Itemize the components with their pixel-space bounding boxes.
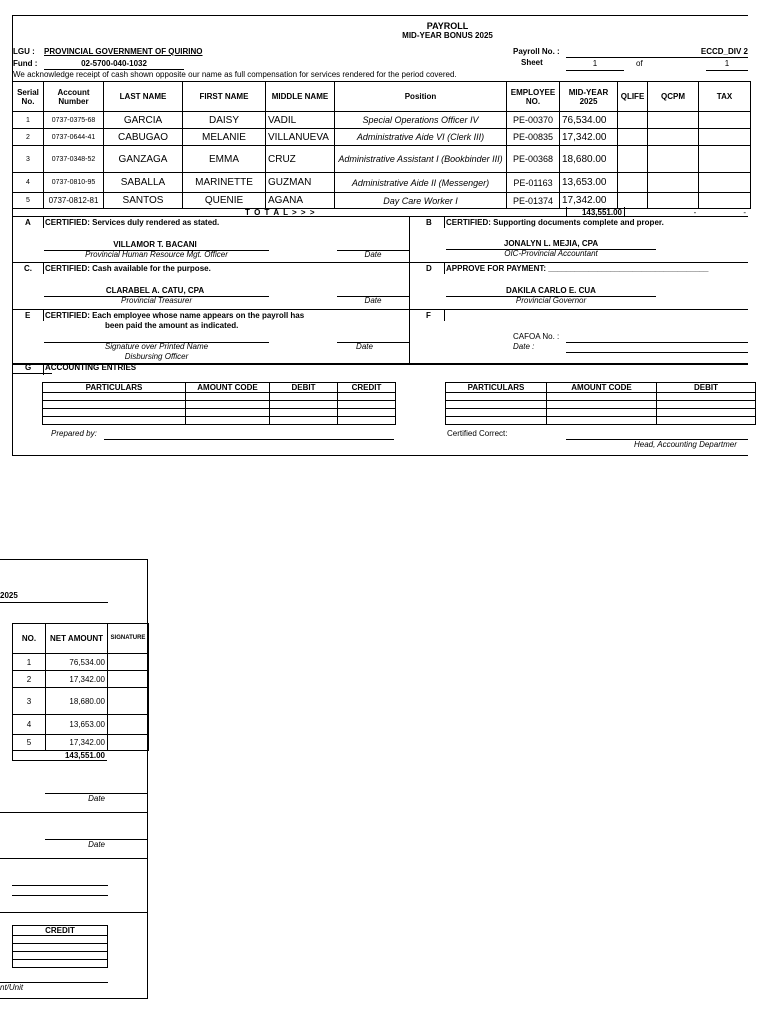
- payroll-no-label: Payroll No. :: [513, 47, 560, 56]
- header-employee-no: EMPLOYEE NO.: [507, 82, 560, 112]
- header-amount-code-right: AMOUNT CODE: [547, 383, 657, 393]
- header-position: Position: [335, 82, 507, 112]
- header-net-amount: NET AMOUNT: [46, 624, 108, 654]
- lgu-label: LGU :: [13, 47, 35, 56]
- header-particulars-right: PARTICULARS: [446, 383, 547, 393]
- cert-b-text: CERTIFIED: Supporting documents complete and proper.: [446, 218, 664, 227]
- page2-unit: nt/Unit: [0, 983, 24, 992]
- page2-year: 2025: [0, 591, 18, 600]
- table-row: 5 0737-0812-81 SANTOS QUENIE AGANA Day Care Worker I PE-01374 17,342.00: [13, 193, 751, 209]
- cert-d-title: Provincial Governor: [515, 296, 587, 305]
- lgu-value: PROVINCIAL GOVERNMENT OF QUIRINO: [44, 47, 203, 56]
- payroll-no-value: ECCD_DIV 2: [700, 47, 748, 56]
- page2-total: 143,551.00: [64, 751, 105, 760]
- header-last-name: LAST NAME: [104, 82, 183, 112]
- cert-e-signature: Signature over Printed Name: [104, 342, 209, 351]
- acknowledgement: We acknowledge receipt of cash shown opposite our name as full compensation for services rendered for the period covered.: [13, 70, 457, 79]
- cert-c-letter: C.: [24, 264, 32, 273]
- cert-e-officer: Disbursing Officer: [124, 352, 189, 361]
- cert-e-date: Date: [356, 342, 373, 351]
- accounting-entries-title: ACCOUNTING ENTRIES: [45, 363, 137, 372]
- page2-header-credit: CREDIT: [13, 926, 108, 936]
- of-label: of: [636, 59, 643, 68]
- header-particulars: PARTICULARS: [43, 383, 186, 393]
- cert-c-date: Date: [364, 296, 382, 305]
- head-accounting-title: Head, Accounting Departmer: [634, 440, 737, 449]
- total-tax: -: [743, 208, 746, 217]
- payroll-table: [12, 81, 751, 209]
- cafoa-label: CAFOA No. :: [513, 332, 560, 341]
- table-row: 5 17,342.00: [13, 735, 149, 751]
- cert-e-text-2: been paid the amount as indicated.: [105, 321, 239, 330]
- header-credit: CREDIT: [338, 383, 396, 393]
- accounting-table-right: [445, 382, 756, 425]
- header-debit-right: DEBIT: [657, 383, 756, 393]
- cert-a-date: Date: [364, 250, 382, 259]
- header-qlife: QLIFE: [618, 82, 648, 112]
- cert-d-text: APPROVE FOR PAYMENT: ____________________________________: [446, 264, 709, 273]
- table-row: 3 0737-0348-52 GANZAGA EMMA CRUZ Administrative Assistant I (Bookbinder III) PE-00368 18,680.00: [13, 146, 751, 173]
- table-row: 2 0737-0644-41 CABUGAO MELANIE VILLANUEVA Administrative Aide VI (Clerk III) PE-00835 17,342.00: [13, 129, 751, 146]
- net-amount-table: [12, 623, 149, 751]
- header-serial: Serial No.: [13, 82, 44, 112]
- cert-g-letter: G: [25, 363, 32, 372]
- header-mid-year: MID-YEAR 2025: [560, 82, 618, 112]
- header-no: NO.: [13, 624, 46, 654]
- total-qcpm: -: [693, 208, 697, 217]
- header-tax: TAX: [699, 82, 751, 112]
- cert-d-letter: D: [426, 264, 432, 273]
- cert-a-name: VILLAMOR T. BACANI: [113, 240, 197, 249]
- fund-label: Fund :: [13, 59, 38, 68]
- cert-a-letter: A: [25, 218, 31, 227]
- cert-c-title: Provincial Treasurer: [121, 296, 192, 305]
- cert-e-letter: E: [25, 311, 31, 320]
- cafoa-date-label: Date :: [513, 342, 535, 351]
- fund-value: 02-5700-040-1032: [81, 59, 147, 68]
- page2-date-2: Date: [88, 840, 105, 849]
- header-middle-name: MIDDLE NAME: [266, 82, 335, 112]
- header-account: Account Number: [44, 82, 104, 112]
- total-label: T O T A L > > >: [245, 208, 316, 217]
- cert-a-text: CERTIFIED: Services duly rendered as stated.: [45, 218, 220, 227]
- cert-c-text: CERTIFIED: Cash available for the purpose.: [45, 264, 211, 273]
- cert-b-name: JONALYN L. MEJIA, CPA: [503, 239, 599, 248]
- table-row: 2 17,342.00: [13, 671, 149, 688]
- table-row: 4 0737-0810-95 SABALLA MARINETTE GUZMAN Administrative Aide II (Messenger) PE-01163 13,653.00: [13, 173, 751, 193]
- accounting-table-left: [42, 382, 396, 425]
- certified-correct-label: Certified Correct:: [447, 429, 508, 438]
- table-row: 1 76,534.00: [13, 654, 149, 671]
- header-first-name: FIRST NAME: [183, 82, 266, 112]
- cert-b-letter: B: [426, 218, 432, 227]
- header-qcpm: QCPM: [648, 82, 699, 112]
- cert-f-letter: F: [426, 311, 431, 320]
- header-debit: DEBIT: [270, 383, 338, 393]
- cert-c-name: CLARABEL A. CATU, CPA: [105, 286, 205, 295]
- table-row: 1 0737-0375-68 GARCIA DAISY VADIL Special Operations Officer IV PE-00370 76,534.00: [13, 112, 751, 129]
- of-value: 1: [724, 59, 730, 68]
- cert-e-text-1: CERTIFIED: Each employee whose name appears on the payroll has: [45, 311, 305, 320]
- sheet-value: 1: [592, 59, 598, 68]
- page-subtitle: MID-YEAR BONUS 2025: [402, 31, 493, 40]
- page-title: PAYROLL: [426, 21, 469, 31]
- total-amount: 143,551.00: [581, 208, 622, 217]
- table-row: 4 13,653.00: [13, 715, 149, 735]
- header-signature: SIGNATURE: [108, 624, 149, 654]
- page2-credit-table: [12, 925, 108, 968]
- table-row: 3 18,680.00: [13, 688, 149, 715]
- page2-date-1: Date: [88, 794, 105, 803]
- cert-b-title: OIC-Provincial Accountant: [504, 249, 598, 258]
- cert-a-title: Provincial Human Resource Mgt. Officer: [85, 250, 228, 259]
- header-amount-code: AMOUNT CODE: [186, 383, 270, 393]
- sheet-label: Sheet: [521, 58, 543, 67]
- prepared-by-label: Prepared by:: [51, 429, 97, 438]
- cert-d-name: DAKILA CARLO E. CUA: [506, 286, 596, 295]
